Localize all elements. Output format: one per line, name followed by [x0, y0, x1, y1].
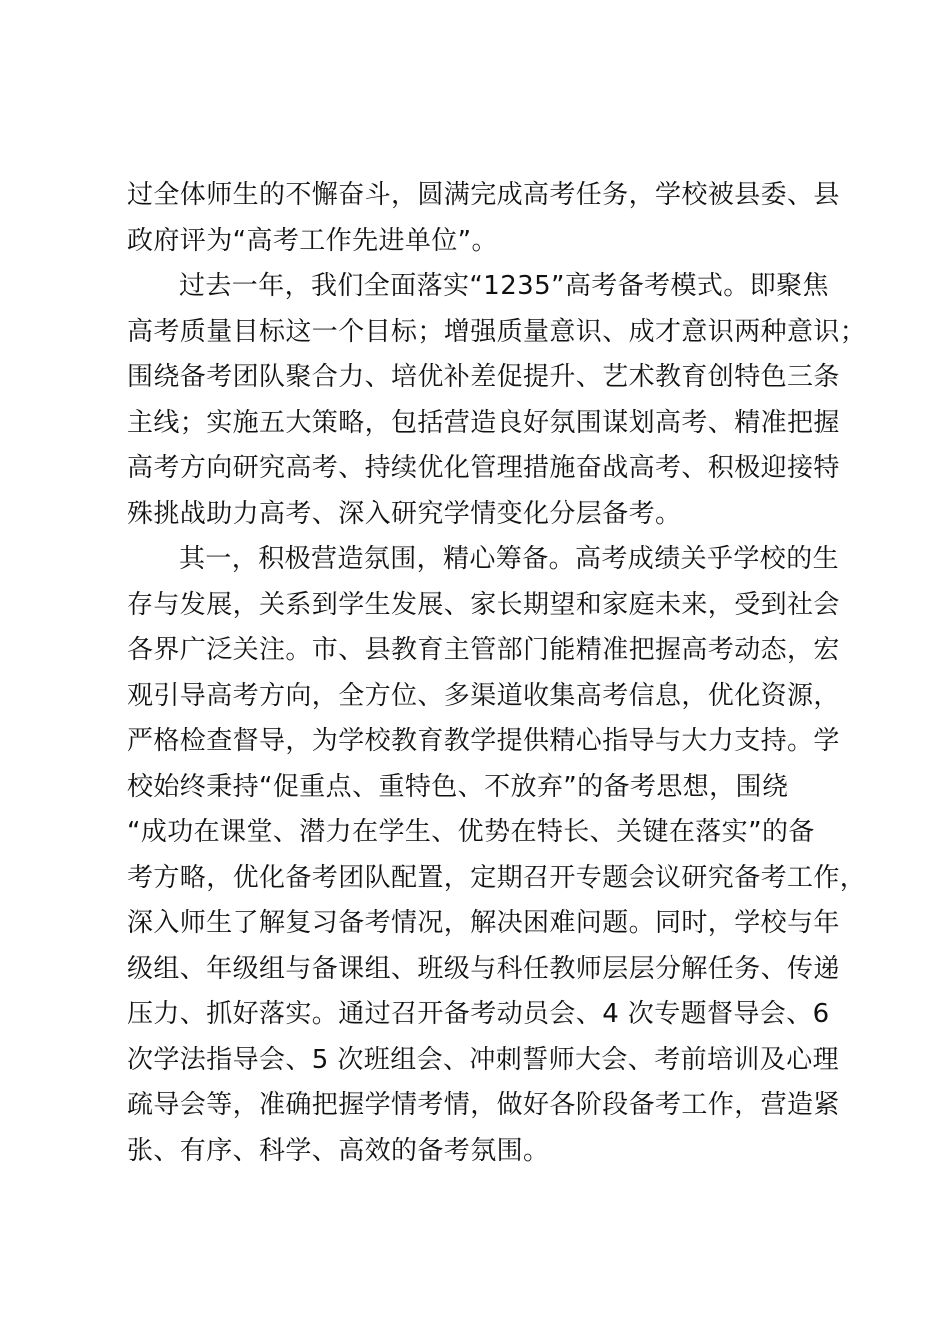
- text-line: 级组、年级组与备课组、班级与科任教师层层分解任务、传递: [127, 953, 840, 984]
- text-line: 张、有序、科学、高效的备考氛围。: [127, 1135, 550, 1166]
- text-line: 殊挑战助力高考、深入研究学情变化分层备考。: [127, 498, 682, 529]
- text-line: 存与发展，关系到学生发展、家长期望和家庭未来，受到社会: [127, 589, 840, 620]
- text-line: 围绕备考团队聚合力、培优补差促提升、艺术教育创特色三条: [127, 362, 840, 392]
- text-line: 严格检查督导，为学校教育教学提供精心指导与大力支持。学: [127, 726, 840, 756]
- text-line: 高考质量目标这一个目标；增强质量意识、成才意识两种意识；: [127, 316, 867, 347]
- text-line: 各界广泛关注。市、县教育主管部门能精准把握高考动态，宏: [127, 635, 840, 665]
- text-line: 压力、抓好落实。通过召开备考动员会、4 次专题督导会、6: [127, 999, 830, 1029]
- body-text: [127, 173, 867, 1174]
- text-line: “成功在课堂、潜力在学生、优势在特长、关键在落实”的备: [127, 817, 815, 847]
- paragraph-first-line: 过去一年，我们全面落实“1235”高考备考模式。即聚焦: [179, 271, 829, 301]
- text-line: 疏导会等，准确把握学情考情，做好各阶段备考工作，营造紧: [127, 1090, 840, 1120]
- text-line: 主线；实施五大策略，包括营造良好氛围谋划高考、精准把握: [127, 407, 840, 438]
- text-line: 考方略，优化备考团队配置，定期召开专题会议研究备考工作，: [127, 862, 867, 893]
- paragraph-first-line: 其一，积极营造氛围，精心筹备。高考成绩关乎学校的生: [179, 544, 840, 574]
- text-line: 深入师生了解复习备考情况，解决困难问题。同时，学校与年: [127, 908, 840, 938]
- text-line: 过全体师生的不懈奋斗，圆满完成高考任务，学校被县委、县: [127, 180, 840, 210]
- text-line: 校始终秉持“促重点、重特色、不放弃”的备考思想，围绕: [127, 771, 789, 802]
- text-line: 政府评为“高考工作先进单位”。: [127, 225, 498, 256]
- text-line: 观引导高考方向，全方位、多渠道收集高考信息，优化资源，: [127, 680, 840, 711]
- text-line: 高考方向研究高考、持续优化管理措施奋战高考、积极迎接特: [127, 453, 840, 483]
- text-line: 次学法指导会、5 次班组会、冲刺誓师大会、考前培训及心理: [127, 1044, 840, 1075]
